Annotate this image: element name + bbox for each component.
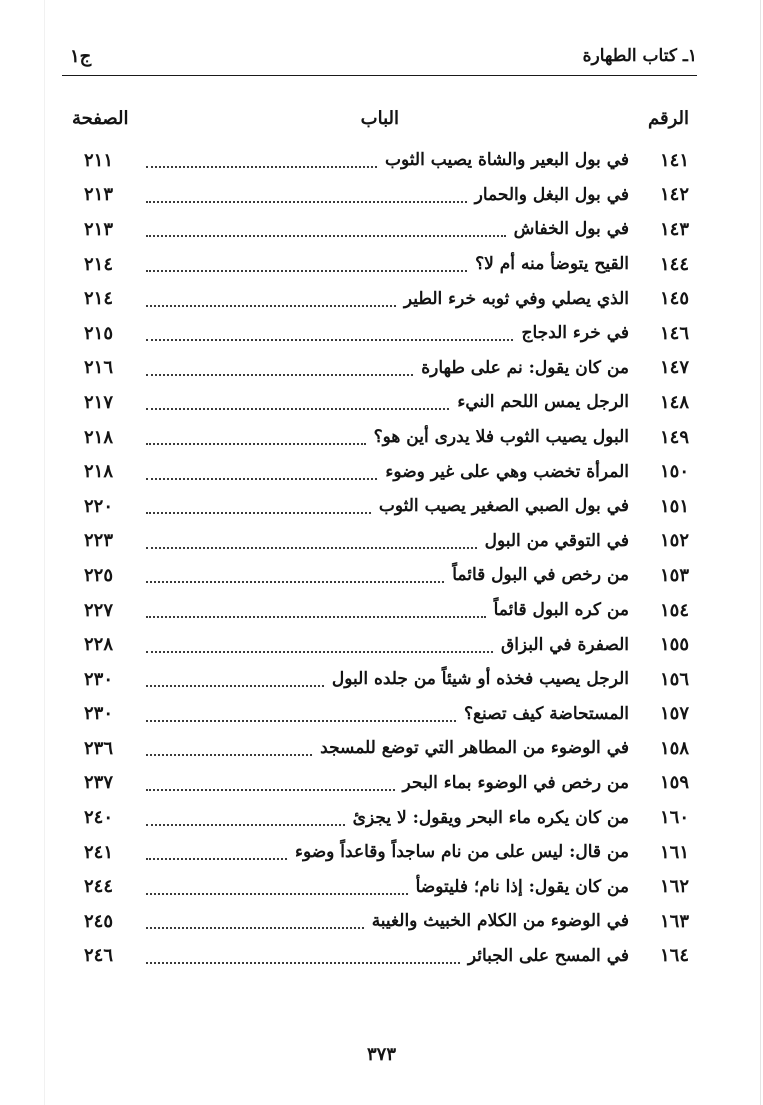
entry-page: ٢٤٠ <box>84 807 114 829</box>
toc-entry <box>84 385 689 420</box>
entry-number: ١٥٧ <box>659 703 689 725</box>
entry-title: في بول البغل والحمار <box>474 184 629 205</box>
dot-leader <box>146 893 408 895</box>
toc-entry <box>84 697 689 732</box>
entry-title: الصفرة في البزاق <box>501 634 629 655</box>
toc-entry <box>84 662 689 697</box>
entry-number: ١٤٥ <box>659 288 689 310</box>
entry-page: ٢٣٦ <box>84 737 114 759</box>
table-of-contents <box>84 143 689 973</box>
entry-page: ٢٤١ <box>84 841 114 863</box>
entry-title: الذي يصلي وفي ثوبه خرء الطير <box>403 288 629 309</box>
entry-number: ١٤٣ <box>659 218 689 240</box>
dot-leader <box>146 685 324 687</box>
entry-title: في بول البعير والشاة يصيب الثوب <box>385 150 629 171</box>
entry-title: من كره البول قائماً <box>493 600 629 621</box>
entry-title: في الوضوء من المطاهر التي توضع للمسجد <box>320 738 629 759</box>
entry-number: ١٦١ <box>659 841 689 863</box>
toc-entry <box>84 281 689 316</box>
entry-number: ١٥٤ <box>659 599 689 621</box>
entry-title: من قال: ليس على من نام ساجداً وقاعداً وضوء <box>294 842 629 863</box>
dot-leader <box>146 443 366 445</box>
entry-title: في بول الصبي الصغير يصيب الثوب <box>378 496 629 517</box>
dot-leader <box>146 339 513 341</box>
entry-page: ٢١٨ <box>84 426 114 448</box>
header-divider <box>62 75 697 76</box>
dot-leader <box>146 789 395 791</box>
toc-entry <box>84 939 689 974</box>
dot-leader <box>146 616 486 618</box>
column-headers <box>72 108 689 136</box>
toc-entry <box>84 593 689 628</box>
dot-leader <box>146 962 460 964</box>
dot-leader <box>146 824 345 826</box>
entry-title: الرجل يمس اللحم النيء <box>457 392 629 413</box>
entry-page: ٢١٣ <box>84 184 114 206</box>
entry-title: من كان يقول: إذا نام؛ فليتوضأ <box>415 876 629 897</box>
entry-number: ١٥٣ <box>659 564 689 586</box>
scan-edge <box>44 0 45 1105</box>
entry-number: ١٥٦ <box>659 668 689 690</box>
dot-leader <box>146 512 371 514</box>
toc-entry <box>84 178 689 213</box>
dot-leader <box>146 270 467 272</box>
column-header-number: الرقم <box>647 108 689 129</box>
toc-entry <box>84 627 689 662</box>
volume-label: ج١ <box>70 46 92 67</box>
toc-entry <box>84 731 689 766</box>
entry-title: في المسح على الجبائر <box>467 945 629 966</box>
entry-page: ٢٤٦ <box>84 945 114 967</box>
entry-title: البول يصيب الثوب فلا يدرى أين هو؟ <box>373 427 629 448</box>
column-header-page: الصفحة <box>72 108 129 129</box>
entry-number: ١٥٠ <box>659 461 689 483</box>
entry-page: ٢٢٥ <box>84 564 114 586</box>
entry-title: من كان يقول: نم على طهارة <box>421 357 629 378</box>
entry-page: ٢٤٤ <box>84 876 114 898</box>
entry-number: ١٥٩ <box>659 772 689 794</box>
entry-number: ١٤٨ <box>659 391 689 413</box>
entry-page: ٢١٤ <box>84 288 114 310</box>
entry-page: ٢٣٧ <box>84 772 114 794</box>
entry-page: ٢١٧ <box>84 391 114 413</box>
dot-leader <box>146 651 493 653</box>
entry-number: ١٤٧ <box>659 357 689 379</box>
entry-title: من رخص في البول قائماً <box>452 565 629 586</box>
entry-number: ١٤١ <box>659 149 689 171</box>
toc-entry <box>84 558 689 593</box>
entry-title: من كان يكره ماء البحر ويقول: لا يجزئ <box>352 807 629 828</box>
entry-number: ١٥١ <box>659 495 689 517</box>
entry-number: ١٤٦ <box>659 322 689 344</box>
section-title: ١ـ كتاب الطهارة <box>582 46 697 66</box>
toc-entry <box>84 904 689 939</box>
toc-entry <box>84 212 689 247</box>
dot-leader <box>146 927 364 929</box>
entry-page: ٢٢٧ <box>84 599 114 621</box>
column-header-title: الباب <box>360 108 399 129</box>
entry-page: ٢٤٥ <box>84 910 114 932</box>
entry-title: المستحاضة كيف تصنع؟ <box>463 703 629 724</box>
dot-leader <box>146 201 467 203</box>
toc-entry <box>84 454 689 489</box>
entry-number: ١٦٢ <box>659 876 689 898</box>
entry-number: ١٦٤ <box>659 945 689 967</box>
entry-title: في خرء الدجاج <box>521 323 629 344</box>
toc-entry <box>84 524 689 559</box>
entry-title: القيح يتوضأ منه أم لا؟ <box>475 254 629 275</box>
dot-leader <box>146 478 377 480</box>
entry-title: المرأة تخضب وهي على غير وضوء <box>385 461 629 482</box>
entry-page: ٢٢٨ <box>84 634 114 656</box>
toc-entry <box>84 143 689 178</box>
dot-leader <box>146 374 413 376</box>
toc-entry <box>84 247 689 282</box>
toc-entry <box>84 835 689 870</box>
dot-leader <box>146 305 396 307</box>
toc-entry <box>84 351 689 386</box>
entry-number: ١٤٩ <box>659 426 689 448</box>
entry-page: ٢١٤ <box>84 253 114 275</box>
entry-title: في بول الخفاش <box>513 219 629 240</box>
entry-page: ٢١٨ <box>84 461 114 483</box>
entry-number: ١٤٤ <box>659 253 689 275</box>
scan-edge <box>760 0 761 1105</box>
entry-page: ٢٣٠ <box>84 668 114 690</box>
entry-number: ١٦٣ <box>659 910 689 932</box>
entry-title: في التوقي من البول <box>484 530 629 551</box>
dot-leader <box>146 720 456 722</box>
entry-title: في الوضوء من الكلام الخبيث والغيبة <box>371 911 629 932</box>
entry-number: ١٥٥ <box>659 634 689 656</box>
toc-entry <box>84 420 689 455</box>
dot-leader <box>146 235 506 237</box>
dot-leader <box>146 581 444 583</box>
dot-leader <box>146 166 377 168</box>
entry-title: من رخص في الوضوء بماء البحر <box>402 772 629 793</box>
entry-number: ١٤٢ <box>659 184 689 206</box>
toc-entry <box>84 869 689 904</box>
dot-leader <box>146 547 477 549</box>
dot-leader <box>146 754 312 756</box>
entry-title: الرجل يصيب فخذه أو شيئاً من جلده البول <box>331 669 629 690</box>
dot-leader <box>146 858 287 860</box>
entry-page: ٢١١ <box>84 149 114 171</box>
entry-page: ٢٢٣ <box>84 530 114 552</box>
entry-page: ٢١٥ <box>84 322 114 344</box>
entry-page: ٢٢٠ <box>84 495 114 517</box>
toc-entry <box>84 800 689 835</box>
entry-number: ١٦٠ <box>659 807 689 829</box>
entry-number: ١٥٢ <box>659 530 689 552</box>
running-header <box>62 44 697 74</box>
entry-page: ٢٣٠ <box>84 703 114 725</box>
toc-entry <box>84 489 689 524</box>
entry-page: ٢١٣ <box>84 218 114 240</box>
toc-entry <box>84 766 689 801</box>
toc-entry <box>84 316 689 351</box>
entry-number: ١٥٨ <box>659 737 689 759</box>
page-number: ٣٧٣ <box>366 1044 396 1065</box>
dot-leader <box>146 408 449 410</box>
entry-page: ٢١٦ <box>84 357 114 379</box>
